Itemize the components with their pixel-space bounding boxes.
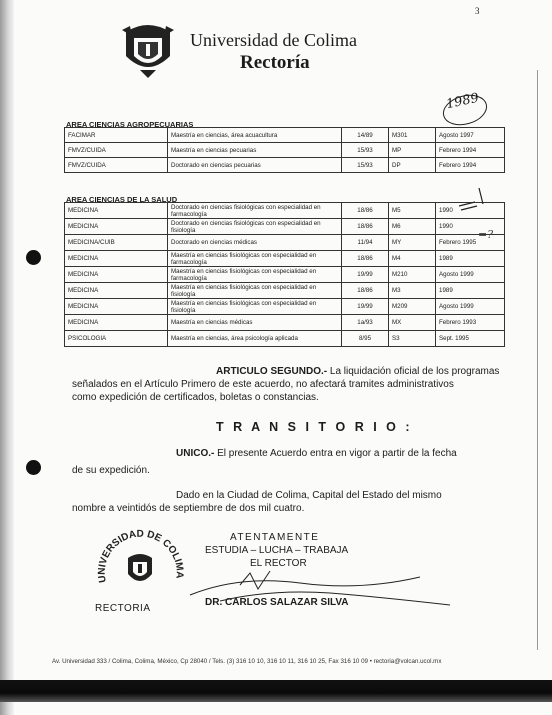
cell-agreement: 18/86 xyxy=(342,203,389,219)
cell-faculty: FACIMAR xyxy=(65,128,168,143)
cell-code: S3 xyxy=(389,331,436,347)
cell-start: Sept. 1995 xyxy=(436,331,505,347)
cell-program: Doctorado en ciencias pecuarias xyxy=(168,158,342,173)
cell-program: Maestría en ciencias, área psicología aplicada xyxy=(168,331,342,347)
section-title-agro: AREA CIENCIAS AGROPECUARIAS xyxy=(66,120,194,129)
cell-faculty: MEDICINA xyxy=(65,203,168,219)
cell-start: 1989 xyxy=(436,251,505,267)
cell-code: M301 xyxy=(389,128,436,143)
cell-code: M4 xyxy=(389,251,436,267)
cell-agreement: 18/86 xyxy=(342,251,389,267)
unico-heading: UNICO.- xyxy=(176,448,215,459)
table-row xyxy=(65,158,505,173)
scan-edge-shadow xyxy=(0,0,14,715)
rector-label: EL RECTOR xyxy=(250,558,307,569)
cell-faculty: PSICOLOGIA xyxy=(65,331,168,347)
cell-agreement: 1a/93 xyxy=(342,315,389,331)
cell-start: Febrero 1994 xyxy=(436,143,505,158)
university-crest-icon xyxy=(120,22,176,80)
cell-program: Maestría en ciencias, área acuacultura xyxy=(168,128,342,143)
cell-faculty: FMVZ/CUIDA xyxy=(65,143,168,158)
cell-program: Maestría en ciencias médicas xyxy=(168,315,342,331)
articulo-segundo-heading: ARTICULO SEGUNDO.- xyxy=(216,366,328,377)
atentamente: ATENTAMENTE xyxy=(230,532,320,543)
cell-faculty: MEDICINA xyxy=(65,283,168,299)
handwritten-check-mark xyxy=(455,186,495,214)
rectoria-label: RECTORIA xyxy=(95,603,151,614)
articulo-segundo-line3: como expedición de certificados, boletas o constancias. xyxy=(72,392,319,403)
scan-right-line xyxy=(537,70,538,650)
cell-agreement: 19/99 xyxy=(342,299,389,315)
table-row xyxy=(65,219,505,235)
cell-program: Maestría en ciencias pecuarias xyxy=(168,143,342,158)
unico-text: El presente Acuerdo entra en vigor a partir de la fecha xyxy=(217,448,457,459)
cell-start: Agosto 1997 xyxy=(436,128,505,143)
cell-faculty: MEDICINA xyxy=(65,219,168,235)
cell-agreement: 15/93 xyxy=(342,143,389,158)
punch-hole-1 xyxy=(26,250,41,265)
cell-program: Maestría en ciencias fisiológicas con especialidad en fisiología xyxy=(168,283,342,299)
table-row xyxy=(65,251,505,267)
cell-agreement: 14/89 xyxy=(342,128,389,143)
table-salud xyxy=(64,202,505,347)
cell-start: 1990 xyxy=(436,219,505,235)
articulo-segundo-text: La liquidación oficial de los programas xyxy=(329,366,500,377)
cell-agreement: 15/93 xyxy=(342,158,389,173)
cell-agreement: 18/86 xyxy=(342,219,389,235)
cell-agreement: 18/86 xyxy=(342,283,389,299)
cell-code: MP xyxy=(389,143,436,158)
handwritten-mark: =? xyxy=(478,228,494,241)
cell-code: MX xyxy=(389,315,436,331)
cell-agreement: 8/95 xyxy=(342,331,389,347)
cell-code: M5 xyxy=(389,203,436,219)
table-row xyxy=(65,315,505,331)
cell-agreement: 11/94 xyxy=(342,235,389,251)
unico-line2: de su expedición. xyxy=(72,465,150,476)
cell-start: Agosto 1999 xyxy=(436,267,505,283)
table-row xyxy=(65,299,505,315)
cell-faculty: MEDICINA xyxy=(65,315,168,331)
articulo-segundo-line1 xyxy=(216,366,499,379)
articulo-segundo-line2: señalados en el Artículo Primero de este acuerdo, no afectará tramites administrativos xyxy=(72,379,454,390)
dado-line1: Dado en la Ciudad de Colima, Capital del Estado del mismo xyxy=(176,490,442,501)
cell-program: Maestría en ciencias fisiológicas con especialidad en fisiología xyxy=(168,299,342,315)
table-row xyxy=(65,235,505,251)
cell-faculty: MEDICINA/CUIB xyxy=(65,235,168,251)
handwritten-year: 1989 xyxy=(444,90,481,113)
university-name: Universidad de Colima xyxy=(190,30,357,50)
cell-start: Febrero 1993 xyxy=(436,315,505,331)
table-row xyxy=(65,143,505,158)
cell-program: Doctorado en ciencias fisiológicas con especialidad en fisiología xyxy=(168,219,342,235)
unico-line1 xyxy=(176,448,457,461)
cell-code: DP xyxy=(389,158,436,173)
cell-start: Agosto 1999 xyxy=(436,299,505,315)
cell-faculty: MEDICINA xyxy=(65,299,168,315)
punch-hole-2 xyxy=(26,460,41,475)
table-row xyxy=(65,128,505,143)
cell-code: MY xyxy=(389,235,436,251)
motto: ESTUDIA – LUCHA – TRABAJA xyxy=(205,545,349,556)
university-seal-icon xyxy=(92,522,188,606)
cell-program: Doctorado en ciencias fisiológicas con especialidad en farmacología xyxy=(168,203,342,219)
cell-code: M3 xyxy=(389,283,436,299)
cell-start: 1990 xyxy=(436,203,505,219)
office-title: Rectoría xyxy=(240,52,310,73)
section-title-salud: AREA CIENCIAS DE LA SALUD xyxy=(66,195,178,204)
cell-faculty: MEDICINA xyxy=(65,267,168,283)
cell-code: M6 xyxy=(389,219,436,235)
cell-program: Maestría en ciencias fisiológicas con especialidad en farmacología xyxy=(168,267,342,283)
cell-program: Doctorado en ciencias médicas xyxy=(168,235,342,251)
table-row xyxy=(65,267,505,283)
cell-agreement: 19/99 xyxy=(342,267,389,283)
table-agro xyxy=(64,127,505,173)
scan-bottom-bar xyxy=(0,680,552,702)
cell-start: Febrero 1994 xyxy=(436,158,505,173)
table-row xyxy=(65,203,505,219)
transitorio-title: T R A N S I T O R I O : xyxy=(216,420,413,434)
cell-program: Maestría en ciencias fisiológicas con especialidad en farmacología xyxy=(168,251,342,267)
table-row xyxy=(65,283,505,299)
rector-name: DR. CARLOS SALAZAR SILVA xyxy=(205,597,349,608)
cell-faculty: FMVZ/CUIDA xyxy=(65,158,168,173)
dado-line2: nombre a veintidós de septiembre de dos mil cuatro. xyxy=(72,503,305,514)
footer-address: Av. Universidad 333 / Colima, Colima, México, Cp 28040 / Tels. (3) 316 10 10, 316 10 11, 316 10 25, Fax 316 10 09 • rectoria@volcan.ucol.mx xyxy=(52,658,442,665)
table-row xyxy=(65,331,505,347)
seal-text: UNIVERSIDAD DE COLIMA xyxy=(96,528,185,584)
cell-faculty: MEDICINA xyxy=(65,251,168,267)
cell-code: M209 xyxy=(389,299,436,315)
cell-start: 1989 xyxy=(436,283,505,299)
cell-code: M210 xyxy=(389,267,436,283)
cell-start: Febrero 1995 xyxy=(436,235,505,251)
page-number: 3 xyxy=(475,6,480,16)
